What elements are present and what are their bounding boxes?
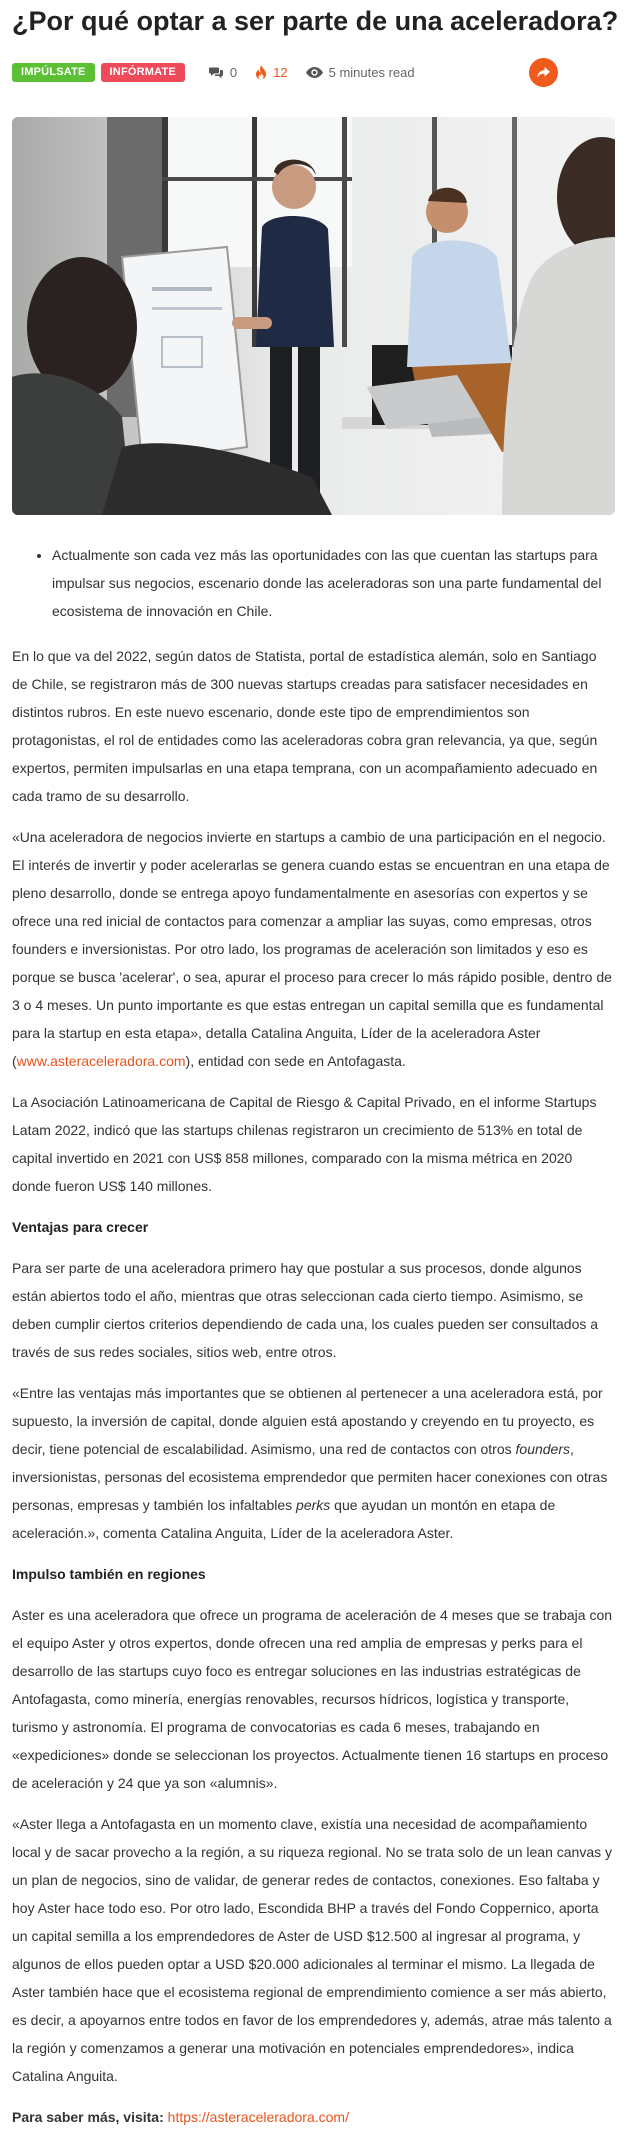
ventajas-em-founders: founders xyxy=(515,1441,570,1457)
ventajas-text-a: «Entre las ventajas más importantes que se obtienen al pertenecer a una aceleradora está, por supuesto, la inversión de capital, donde alguien está apostando y creyendo en tu proyecto, es decir, tiene potencial de escalabilidad. Asimismo, una red de contactos con otros xyxy=(12,1385,603,1457)
paragraph-aster-program: Aster es una aceleradora que ofrece un programa de aceleración de 4 meses que se trabaja con el equipo Aster y otros expertos, donde ofrecen una red amplia de empresas y perks para el desarrollo de las startups cuyo foco es entregar soluciones en las industrias estratégicas de Antofagasta, como minería, energías renovables, recursos hídricos, logística y transporte, turismo y astronomía. El programa de convocatorias es cada 6 meses, trabajando en «expediciones» donde se seleccionan los proyectos. Actualmente tienen 16 startups en proceso de aceleración y 24 que ya son «alumnis». xyxy=(12,1607,613,1791)
comments-count[interactable] xyxy=(209,65,237,80)
share-icon xyxy=(537,67,550,78)
paragraph-quote-aceleradora xyxy=(12,823,615,1075)
office-meeting-illustration xyxy=(12,117,615,515)
ventajas-em-perks: perks xyxy=(296,1497,331,1513)
paragraph-quote-tail: ), entidad con sede en Antofagasta. xyxy=(185,1053,406,1069)
read-time xyxy=(306,65,415,80)
article-meta xyxy=(12,52,626,92)
hot-count-value: 12 xyxy=(273,64,288,80)
paragraph-statista: En lo que va del 2022, según datos de Statista, portal de estadística alemán, solo en Santiago de Chile, se registraron más de 300 nuevas startups creadas para satisfacer necesidades en distintos rubros. En este nuevo escenario, donde este tipo de emprendimientos son protagonistas, el rol de entidades como las aceleradoras cobra gran relevancia, ya que, según expertos, permiten impulsarlas en una etapa temprana, con un acompañamiento adecuado en cada tramo de su desarrollo. xyxy=(12,648,598,804)
paragraph-quote-text: «Una aceleradora de negocios invierte en startups a cambio de una participación en el negocio. El interés de invertir y poder acelerarlas se genera cuando estas se encuentran en una etapa de pleno desarrollo, donde se entrega apoyo fundamentalmente en asesorías con expertos y se ofrece una red inicial de contactos para comenzar a ampliar las suyas, como empresas, otros founders e inversionistas. Por otro lado, los programas de aceleración son limitados y eso es porque se busca 'acelerar', o sea, apurar el proceso para crecer lo más rápido posible, dentro de 3 o 4 meses. Un punto importante es que estas entregan un capital semilla que es fundamental para la startup en esta etapa», detalla Catalina Anguita, Líder de la aceleradora Aster ( xyxy=(12,829,612,1069)
paragraph-more-info xyxy=(12,2103,615,2131)
ventajas-text-b: , inversionistas, personas del ecosistema emprendedor que permiten hacer conexiones con otras personas, empresas y también los infaltables xyxy=(12,1441,608,1513)
paragraph-postular: Para ser parte de una aceleradora primero hay que postular a sus procesos, donde algunos están abiertos todo el año, mientras que otras seleccionan cada cierto tiempo. Asimismo, se deben cumplir ciertos criterios dependiendo de cada una, los cuales pueden ser consultados a través de sus redes sociales, sitios web, entre otros. xyxy=(12,1260,599,1360)
paragraph-latam-report: La Asociación Latinoamericana de Capital de Riesgo & Capital Privado, en el informe Startups Latam 2022, indicó que las startups chilenas registraron un crecimiento de 513% en total de capital invertido en 2021 con US$ 858 millones, comparado con la misma métrica en 2020 donde fueron US$ 140 millones. xyxy=(12,1094,597,1194)
hero-image xyxy=(12,117,615,515)
category-badge-informate[interactable]: INFÓRMATE xyxy=(101,63,185,82)
section-heading-regiones: Impulso también en regiones xyxy=(12,1566,206,1582)
paragraph-antofagasta-quote: «Aster llega a Antofagasta en un momento clave, existía una necesidad de acompañamiento local y de sacar provecho a la región, a su riqueza regional. No se trata solo de un lean canvas y un plan de negocios, sino de validar, de generar redes de contactos, conexiones. Eso faltaba y hoy Aster hace todo eso. Por otro lado, Escondida BHP a través del Fondo Coppernico, aporta un capital semilla a los emprendedores de Aster de USD $12.500 al ingresar al programa, y algunos de ellos pueden optar a USD $20.000 adicionales al terminar el mismo. La llegada de Aster también hace que el ecosistema regional de emprendimiento comience a ser más abierto, es decir, a apoyarnos entre todos en favor de los emprendedores y, además, atrae más talento a la región y comenzamos a generar una motivación en potenciales emprendedores», indica Catalina Anguita. xyxy=(12,1816,613,2084)
summary-list xyxy=(12,541,615,625)
category-badge-impulsate[interactable]: IMPÚLSATE xyxy=(12,63,95,82)
comments-count-value: 0 xyxy=(229,64,238,80)
share-button[interactable] xyxy=(529,58,558,87)
summary-bullet: • Actualmente son cada vez más las oportunidades con las que cuentan las startups para impulsar sus negocios, escenario donde las aceleradoras son una parte fundamental del ecosistema de innovación en Chile. xyxy=(52,541,615,625)
article-body xyxy=(12,515,615,2131)
hot-count xyxy=(255,65,287,80)
read-time-value: 5 minutes read xyxy=(328,64,415,80)
ventajas-text-c: que ayudan un montón en etapa de aceleración.», comenta Catalina Anguita, Líder de la aceleradora Aster. xyxy=(12,1497,556,1541)
fire-icon xyxy=(255,65,267,80)
paragraph-ventajas-quote xyxy=(12,1379,615,1547)
section-heading-ventajas: Ventajas para crecer xyxy=(12,1219,149,1235)
article-title: ¿Por qué optar a ser parte de una aceleradora? xyxy=(12,6,619,36)
more-info-label: Para saber más, visita: xyxy=(12,2109,168,2125)
eye-icon xyxy=(306,67,323,78)
aster-website-link[interactable]: www.asteraceleradora.com xyxy=(16,1053,186,1069)
more-info-link[interactable]: https://asteraceleradora.com/ xyxy=(167,2109,349,2125)
comments-icon xyxy=(209,66,224,79)
